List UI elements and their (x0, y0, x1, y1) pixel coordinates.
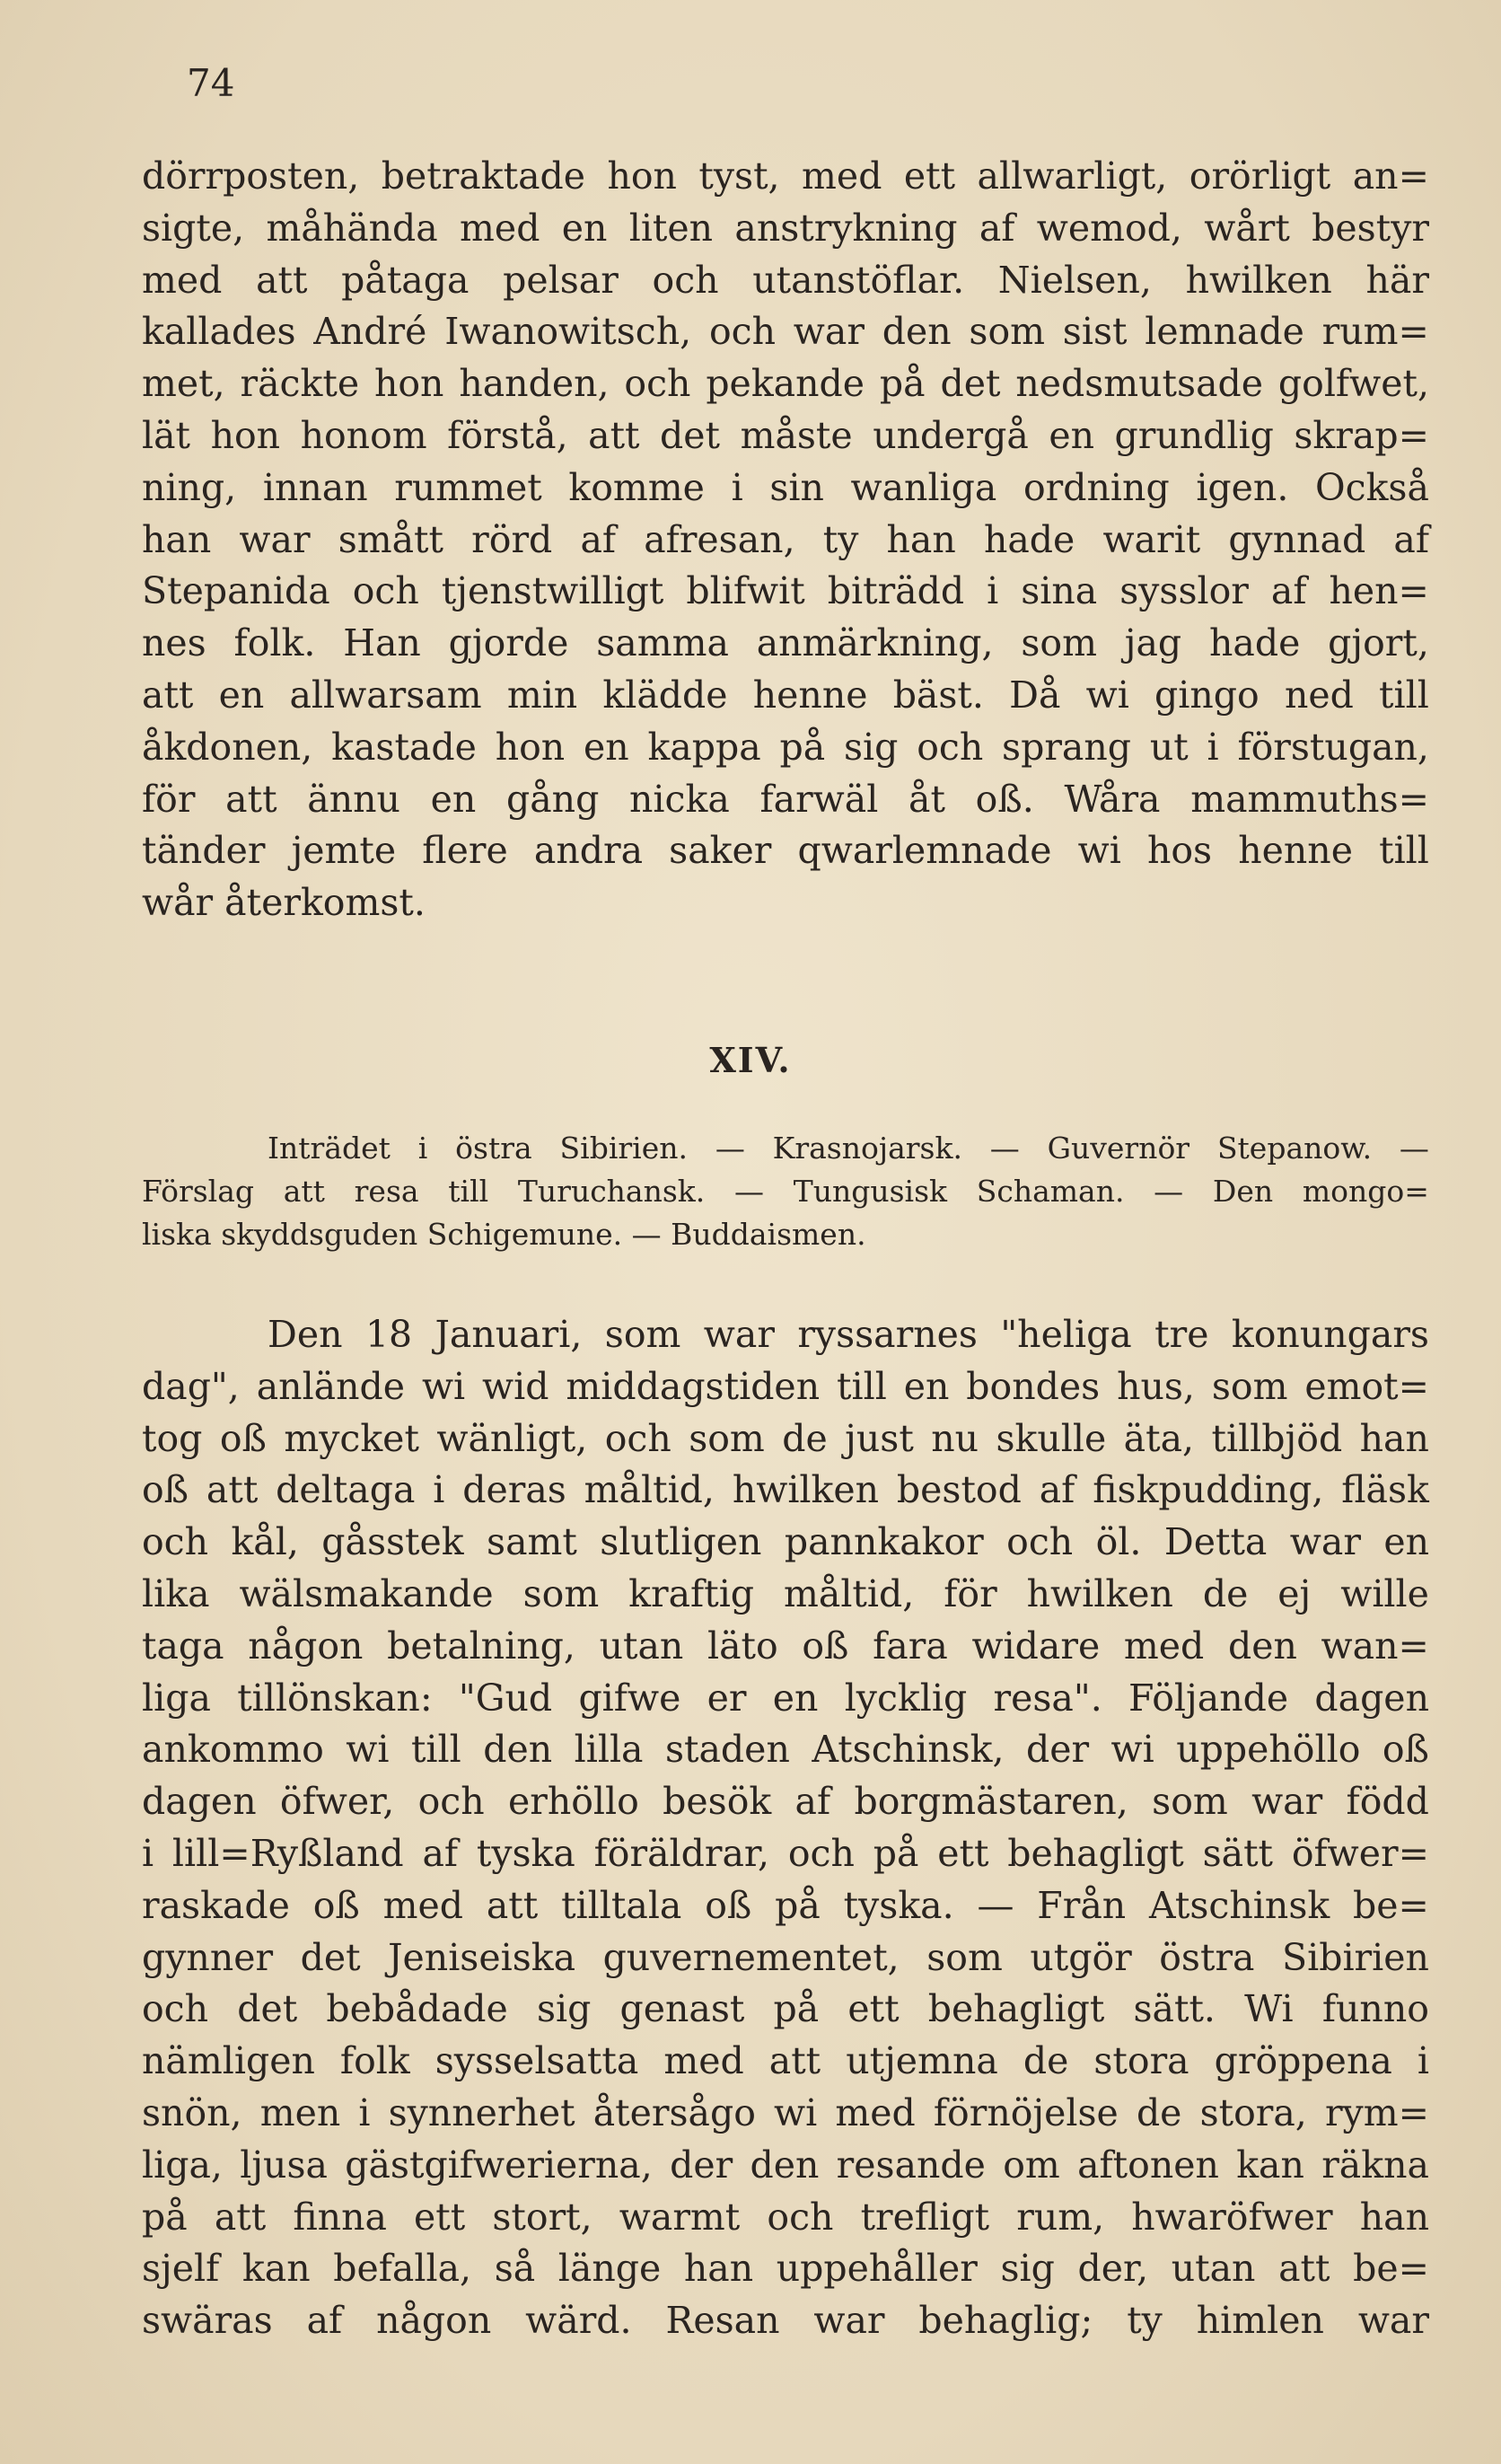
text-line: liska skyddsguden Schigemune. — Buddaismen. (142, 1217, 866, 1252)
text-line: och kål, gåsstek samt slutligen pannkakor och öl. Detta war en (142, 1520, 1429, 1564)
text-line: för att ännu en gång nicka farwäl åt oß. Wåra mammuths= (142, 777, 1429, 821)
paragraph-2 (142, 1309, 1429, 2347)
text-line: att en allwarsam min klädde henne bäst. Då wi gingo ned till (142, 673, 1429, 717)
text-line: liga tillönskan: "Gud gifwe er en lycklig resa". Följande dagen (142, 1676, 1429, 1720)
page-number: 74 (187, 61, 235, 105)
text-line: Förslag att resa till Turuchansk. — Tungusisk Schaman. — Den mongo= (142, 1174, 1429, 1209)
text-line: och det bebådade sig genast på ett behagligt sätt. Wi funno (142, 1987, 1429, 2031)
text-line: oß att deltaga i deras måltid, hwilken bestod af fiskpudding, fläsk (142, 1468, 1429, 1512)
text-line: dörrposten, betraktade hon tyst, med ett allwarligt, orörligt an= (142, 154, 1429, 198)
text-line: met, räckte hon handen, och pekande på det nedsmutsade golfwet, (142, 362, 1429, 406)
text-line: dagen öfwer, och erhöllo besök af borgmästaren, som war född (142, 1780, 1429, 1824)
paragraph-1 (142, 151, 1429, 929)
text-line: kallades André Iwanowitsch, och war den som sist lemnade rum= (142, 310, 1429, 354)
text-line: wår återkomst. (142, 881, 426, 925)
text-line: snön, men i synnerhet återsågo wi med förnöjelse de stora, rym= (142, 2090, 1429, 2134)
text-line: raskade oß med att tilltala oß på tyska. — Från Atschinsk be= (142, 1883, 1429, 1927)
text-line: ning, innan rummet komme i sin wanliga ordning igen. Också (142, 465, 1429, 509)
chapter-summary (142, 1127, 1429, 1256)
text-line: Inträdet i östra Sibirien. — Krasnojarsk. — Guvernör Stepanow. — (268, 1131, 1429, 1166)
text-line: nes folk. Han gjorde samma anmärkning, som jag hade gjort, (142, 621, 1429, 665)
text-line: swäras af någon wärd. Resan war behaglig; ty himlen war (142, 2299, 1429, 2343)
text-line: dag", anlände wi wid middagstiden till en bondes hus, som emot= (142, 1364, 1429, 1408)
text-line: nämligen folk sysselsatta med att utjemna de stora gröppena i (142, 2039, 1429, 2083)
text-line: Den 18 Januari, som war ryssarnes "heliga tre konungars (268, 1313, 1429, 1356)
text-line: med att påtaga pelsar och utanstöflar. Nielsen, hwilken här (142, 258, 1429, 302)
text-line: Stepanida och tjenstwilligt blifwit biträdd i sina sysslor af hen= (142, 569, 1429, 613)
text-line: gynner det Jeniseiska guvernementet, som utgör östra Sibirien (142, 1935, 1429, 1979)
text-line: tänder jemte flere andra saker qwarlemnade wi hos henne till (142, 829, 1429, 873)
text-line: han war smått rörd af afresan, ty han hade warit gynnad af (142, 517, 1429, 561)
text-line: lät hon honom förstå, att det måste undergå en grundlig skrap= (142, 413, 1429, 457)
text-line: taga någon betalning, utan läto oß fara widare med den wan= (142, 1624, 1429, 1668)
text-line: liga, ljusa gästgifwerierna, der den resande om aftonen kan räkna (142, 2143, 1429, 2187)
text-line: åkdonen, kastade hon en kappa på sig och sprang ut i förstugan, (142, 725, 1429, 769)
text-line: sjelf kan befalla, så länge han uppehåller sig der, utan att be= (142, 2247, 1429, 2291)
text-line: sigte, måhända med en liten anstrykning af wemod, wårt bestyr (142, 206, 1429, 250)
text-line: på att finna ett stort, warmt och trefligt rum, hwaröfwer han (142, 2195, 1429, 2239)
text-line: lika wälsmakande som kraftig måltid, för hwilken de ej wille (142, 1571, 1429, 1615)
chapter-heading: XIV. (709, 1040, 792, 1080)
text-line: tog oß mycket wänligt, och som de just nu skulle äta, tillbjöd han (142, 1416, 1429, 1460)
text-line: ankommo wi till den lilla staden Atschinsk, der wi uppehöllo oß (142, 1728, 1429, 1772)
text-line: i lill=Ryßland af tyska föräldrar, och på ett behagligt sätt öfwer= (142, 1831, 1429, 1875)
